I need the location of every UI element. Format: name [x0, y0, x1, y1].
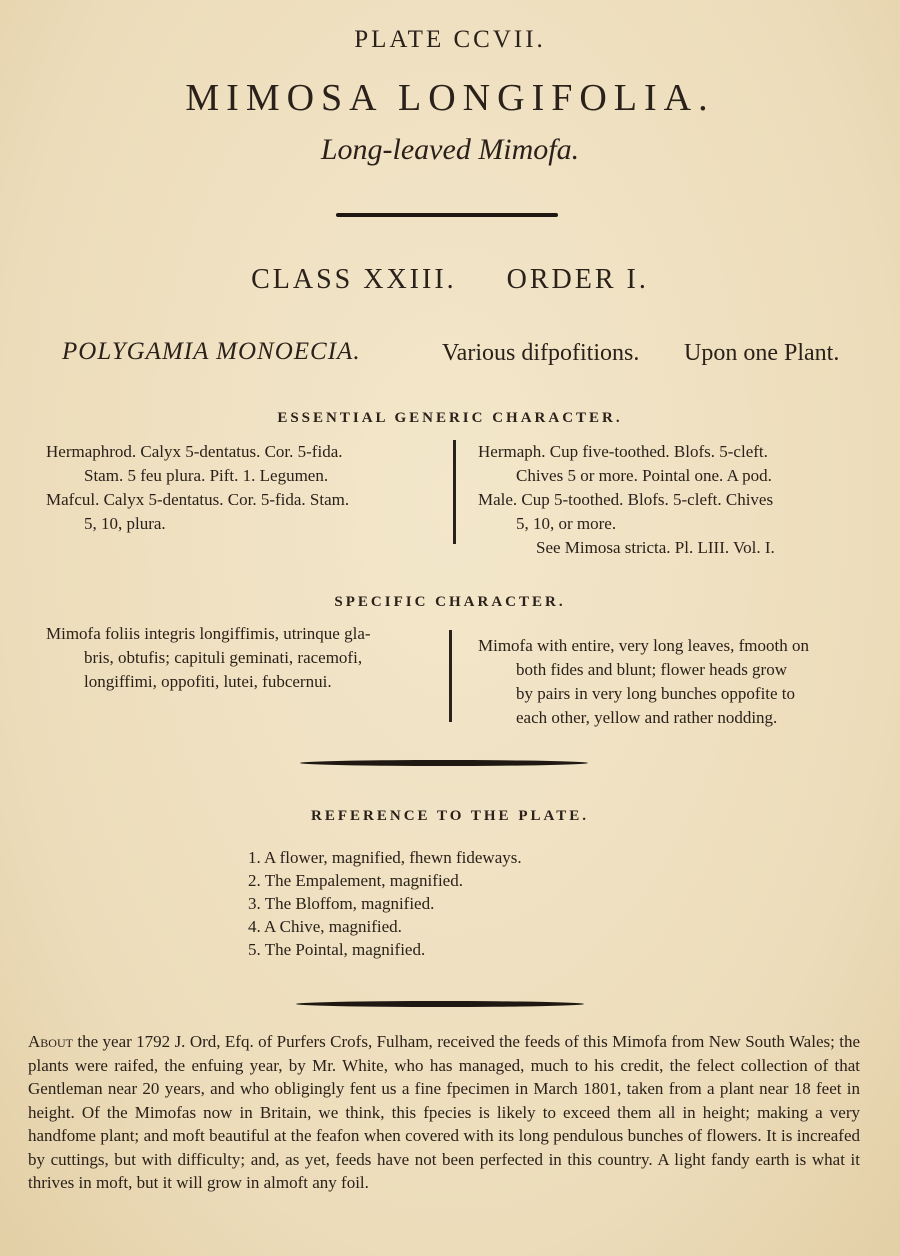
essential-english	[478, 440, 878, 560]
specific-latin-line: longiffimi, oppofiti, lutei, fubcernui.	[84, 672, 332, 691]
specific-english-line: both fides and blunt; flower heads grow	[516, 660, 787, 679]
class-label: CLASS XXIII.	[251, 264, 457, 295]
order-label: ORDER I.	[506, 264, 649, 295]
essential-english-line: Male. Cup 5-toothed. Blofs. 5-cleft. Chives	[478, 490, 774, 509]
essential-heading: ESSENTIAL GENERIC CHARACTER.	[277, 410, 623, 426]
english-classification-1: Various difpofitions.	[442, 340, 640, 366]
column-divider	[449, 630, 452, 722]
divider-rule-3	[296, 1001, 584, 1007]
reference-list	[248, 846, 522, 961]
english-classification-2: Upon one Plant.	[684, 340, 840, 366]
description-paragraph	[28, 1030, 860, 1195]
column-divider	[453, 440, 456, 544]
essential-english-line: 5, 10, or more.	[516, 514, 617, 533]
common-name: Long-leaved Mimofa.	[320, 133, 580, 166]
essential-english-line: Chives 5 or more. Pointal one. A pod.	[516, 466, 772, 485]
specific-english-line: Mimofa with entire, very long leaves, fmooth on	[478, 636, 809, 655]
reference-item: 2. The Empalement, magnified.	[248, 871, 463, 890]
specific-english	[478, 634, 878, 730]
reference-item: 3. The Bloffom, magnified.	[248, 894, 435, 913]
class-order-line	[0, 264, 900, 296]
specific-latin-line: Mimofa foliis integris longiffimis, utrinque gla-	[46, 624, 371, 643]
specific-latin	[46, 622, 446, 694]
latin-classification: POLYGAMIA MONOECIA.	[62, 338, 361, 365]
essential-latin-line: Stam. 5 feu plura. Pift. 1. Legumen.	[84, 466, 329, 485]
plate-number: PLATE CCVII.	[354, 26, 546, 53]
specific-heading: SPECIFIC CHARACTER.	[334, 594, 566, 610]
description-text: the year 1792 J. Ord, Efq. of Purfers Crofs, Fulham, received the feeds of this Mimofa from New South Wales; the plants were raifed, the enfuing year, by Mr. White, who has managed, much to his credit, the felect collection of that Gentleman near 20 years, and who obligingly fent us a fine fpecimen in March 1801, taken from a plant near 18 feet in height. Of the Mimofas now in Britain, we think, this fpecies is likely to exceed them all in height; making a very handfome plant; and moft beautiful at the feafon when covered with its long pendulous bunches of flowers. It is increafed by cuttings, but with difficulty; and, as yet, feeds have not been perfected in this country. A light fandy earth is what it thrives in moft, but it will grow in almoft any foil.	[28, 1032, 860, 1192]
specific-english-line: by pairs in very long bunches oppofite to	[516, 684, 796, 703]
essential-latin-line: 5, 10, plura.	[84, 514, 166, 533]
essential-english-line: See Mimosa stricta. Pl. LIII. Vol. I.	[536, 538, 775, 557]
reference-item: 5. The Pointal, magnified.	[248, 940, 426, 959]
specific-english-line: each other, yellow and rather nodding.	[516, 708, 778, 727]
essential-latin-line: Mafcul. Calyx 5-dentatus. Cor. 5-fida. Stam.	[46, 490, 350, 509]
divider-rule-1	[336, 213, 558, 217]
essential-latin	[46, 440, 446, 536]
description-lead: About	[28, 1032, 73, 1051]
specific-latin-line: bris, obtufis; capituli geminati, racemofi,	[84, 648, 363, 667]
reference-item: 1. A flower, magnified, fhewn fideways.	[248, 848, 522, 867]
reference-heading: REFERENCE TO THE PLATE.	[311, 808, 589, 824]
species-title: MIMOSA LONGIFOLIA.	[185, 77, 715, 119]
divider-rule-2	[300, 760, 588, 766]
essential-latin-line: Hermaphrod. Calyx 5-dentatus. Cor. 5-fida.	[46, 442, 343, 461]
reference-item: 4. A Chive, magnified.	[248, 917, 402, 936]
essential-english-line: Hermaph. Cup five-toothed. Blofs. 5-cleft.	[478, 442, 768, 461]
